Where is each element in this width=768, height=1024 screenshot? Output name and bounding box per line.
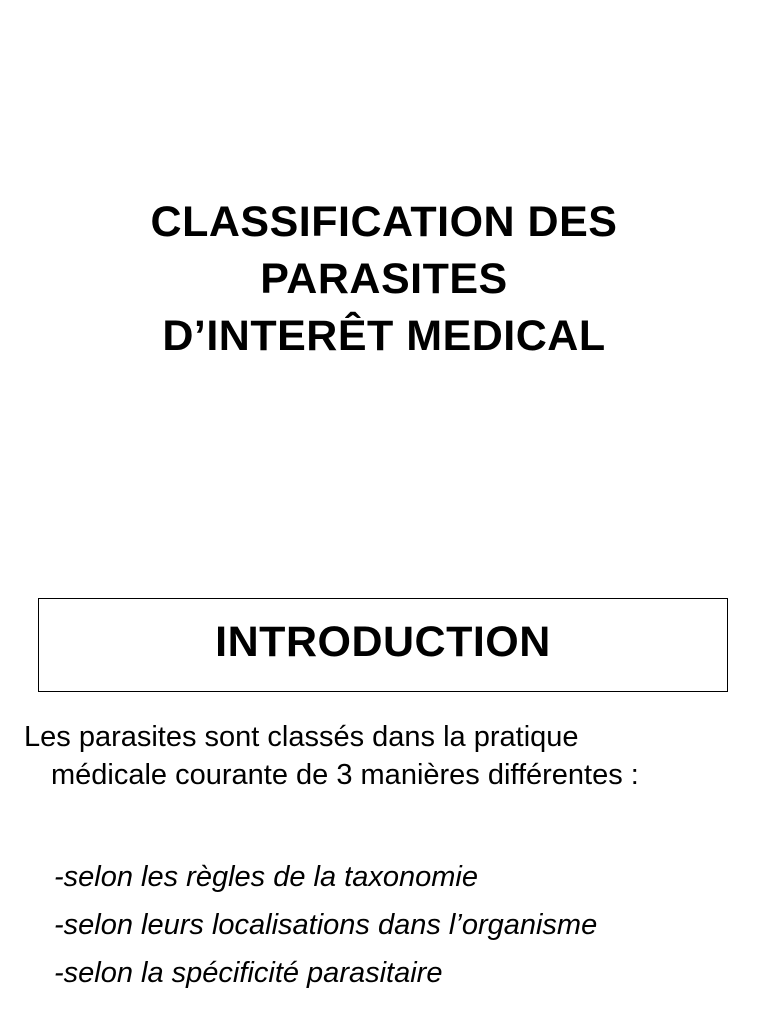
section-heading-box: [38, 598, 728, 692]
section-heading: INTRODUCTION: [215, 617, 551, 666]
intro-line: médicale courante de 3 manières différentes :: [51, 759, 639, 791]
intro-paragraph: [24, 718, 764, 794]
slide-title: [0, 194, 768, 365]
list-item: -selon la spécificité parasitaire: [54, 957, 443, 989]
classification-criteria-list: [54, 853, 597, 997]
title-line: D’INTERÊT MEDICAL: [162, 312, 606, 360]
intro-line: Les parasites sont classés dans la pratique: [24, 721, 579, 753]
title-line: PARASITES: [260, 255, 508, 303]
title-line: CLASSIFICATION DES: [150, 198, 618, 246]
list-item: -selon les règles de la taxonomie: [54, 861, 478, 893]
list-item: -selon leurs localisations dans l’organisme: [54, 909, 598, 941]
